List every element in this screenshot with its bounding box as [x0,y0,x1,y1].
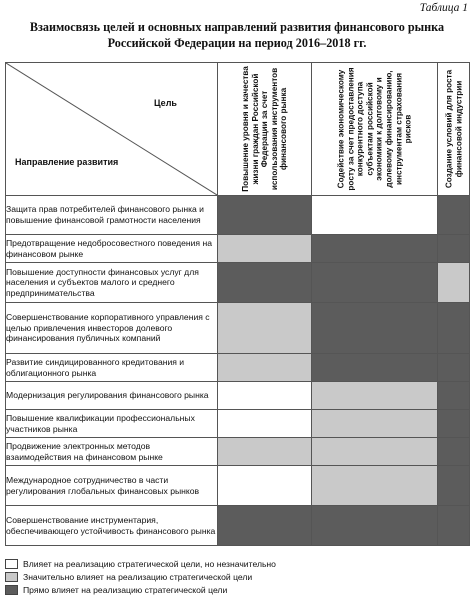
impact-cell [438,303,470,354]
legend-item [5,584,276,596]
direction-label: Направление развития [15,157,119,167]
legend [5,558,276,597]
legend-text: Значительно влияет на реализацию стратегической цели [23,572,253,582]
column-header-2 [312,63,438,196]
row-label: Совершенствование инструментария, обеспечивающего устойчивость финансового рынка [6,506,218,546]
table-row [6,410,470,438]
table-row [6,354,470,382]
row-label: Продвижение электронных методов взаимодействия на финансовом рынке [6,438,218,466]
row-label: Международное сотрудничество в части регулирования глобальных финансовых рынков [6,466,218,506]
impact-cell [218,303,312,354]
impact-cell [312,235,438,263]
impact-cell [218,438,312,466]
impact-cell [438,410,470,438]
impact-cell [438,263,470,303]
column-header-1 [218,63,312,196]
impact-cell [218,506,312,546]
impact-cell [218,382,312,410]
impact-cell [438,235,470,263]
impact-cell [218,410,312,438]
legend-text: Влияет на реализацию стратегической цели, но незначительно [23,559,276,569]
table-number: Таблица 1 [419,2,468,14]
table-row [6,263,470,303]
impact-cell [438,354,470,382]
header-row [6,63,470,196]
goals-directions-table [5,62,470,546]
table-row [6,196,470,235]
row-label: Модернизация регулирования финансового рынка [6,382,218,410]
legend-item [5,571,276,583]
table-row [6,466,470,506]
legend-swatch [5,585,18,595]
impact-cell [312,438,438,466]
row-label: Повышение квалификации профессиональных участников рынка [6,410,218,438]
row-label: Повышение доступности финансовых услуг для населения и субъектов малого и среднего предпринимательства [6,263,218,303]
row-label: Совершенствование корпоративного управления с целью привлечения инвесторов долевого финансирования публичных компаний [6,303,218,354]
impact-cell [438,466,470,506]
impact-cell [312,196,438,235]
legend-text: Прямо влияет на реализацию стратегической цели [23,585,228,595]
impact-cell [312,382,438,410]
title-line-2: Российской Федерации на период 2016–2018 гг. [107,36,367,50]
impact-cell [218,466,312,506]
impact-cell [312,354,438,382]
table-row [6,235,470,263]
legend-swatch [5,572,18,582]
impact-cell [218,235,312,263]
column-header-3 [438,63,470,196]
column-header-2-text: Содействие экономическому росту за счет предоставления конкурентного доступа субъектам российской экономики к долговому и долевому финансированию, инструментам страхования рисков [336,67,413,191]
impact-cell [312,263,438,303]
title-line-1: Взаимосвязь целей и основных направлений развития финансового рынка [29,20,445,34]
legend-item [5,558,276,570]
impact-cell [438,382,470,410]
row-label: Развитие синдицированного кредитования и облигационного рынка [6,354,218,382]
header-corner-cell [6,63,218,196]
table-row [6,382,470,410]
table-row [6,506,470,546]
impact-cell [218,196,312,235]
table-title [0,19,474,51]
impact-cell [218,354,312,382]
column-header-3-text: Создание условий для роста финансовой индустрии [443,69,463,189]
impact-cell [312,303,438,354]
impact-cell [312,506,438,546]
goal-label: Цель [154,98,177,108]
row-label: Защита прав потребителей финансового рынка и повышение финансовой грамотности населения [6,196,218,235]
impact-cell [438,506,470,546]
table-row [6,438,470,466]
diagonal-divider [6,63,217,195]
impact-cell [312,466,438,506]
table-row [6,303,470,354]
impact-cell [312,410,438,438]
column-header-1-text: Повышение уровня и качества жизни граждан Российской Федерации за счет использования инструментов финансового рынка [240,66,288,192]
impact-cell [438,438,470,466]
impact-cell [218,263,312,303]
legend-swatch [5,559,18,569]
row-label: Предотвращение недобросовестного поведения на финансовом рынке [6,235,218,263]
impact-cell [438,196,470,235]
